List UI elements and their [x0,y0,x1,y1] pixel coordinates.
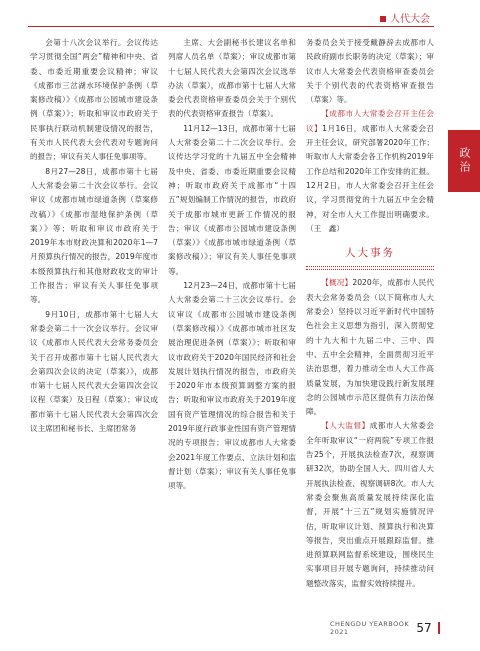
item-text: 2020年，成都市人民代表大会常务委员会（以下简称市人大常委会）坚持以习近平新时代中国特色社会主义思想为指引，深入贯彻党的十九大和十九届二中、三中、四中、五中全会精神，全面贯彻习近平法治思想，着力推动全市人大工作高质量发展，为加快建设践行新发展理念的公园城市示范区提供有力法治保障。 [306,278,434,417]
text-column-2 [168,36,296,606]
side-section-tab [448,130,480,192]
yearbook-name: CHENGDU YEARBOOK 2021 [330,620,410,636]
section-title: 人大事务 [345,247,395,260]
paragraph-overview [306,276,434,419]
paragraph: 会第十八次会议举行。会议传达学习贯彻全国“两会”精神和中央、省委、市委近期重要会议精神；审议《成都市三岔湖水环境保护条例（草案修改稿）》《成都市公园城市建设条例（草案）》；听取和审议市政府关于民事执行联动机制建设情况的报告，有关市人民代表大会代表对专题询问的报告；审议有关人事任免事项等。 [30,38,158,162]
paragraph: 11月12—13日，成都市第十七届人大常委会第二十二次会议举行。会议传达学习党的十九届五中全会精神及中央、省委、市委近期重要会议精神；听取市政府关于成都市“十四五”规划编制工作情况的报告，市政府关于成都市城市更新工作情况的报告；审议《成都市公园城市建设条例（草案）》《成都市城市绿道条例（草案修改稿）》；审议有关人事任免事项等。 [168,123,296,276]
header-section-title: 人代大会 [330,10,430,25]
page-footer [330,620,440,636]
footer-marker [438,622,440,634]
paragraph: 9月10日，成都市第十七届人大常委会第二十一次会议举行。会议审议《成都市人民代表大会常务委员会关于召开成都市第十七届人民代表大会第四次会议的决定（草案）》，成都市第十七届人民代表大会第四次会议议程（草案）及日程（草案）；审议成都市第十七届人民代表大会第四次会议主席团和秘书长、主席团常务 [30,309,158,434]
paragraph: 务委员会关于接受戴静辞去成都市人民政府副市长职务的决定（草案）；审议市人大常委会代表资格审查委员会关于个别代表的代表资格审查报告（草案）等。 [306,38,434,105]
header-rule [28,26,434,27]
side-tab-label: 政治 [458,147,471,175]
paragraph: 8月27—28日，成都市第十七届人大常委会第二十次会议举行。会议审议《成都市城市绿道条例（草案修改稿）》《成都市湿地保护条例（草案）》等；听取和审议市政府关于2019年本市财政决算和2020年1—7月预算执行情况的报告，2019年度市本级预算执行和其他财政收支的审计工作报告；审议有关人事任免事项等。 [30,166,158,305]
paragraph: 12月23—24日，成都市第十七届人大常委会第二十三次会议举行。会议审议《成都市公园城市建设条例（草案修改稿）》《成都市城市社区发展治理促进条例（草案）》；听取和审议市政府关于2020年国民经济和社会发展计划执行情况的报告，市政府关于2020年市本级预算调整方案的报告；听取和审议市政府关于2019年度国有资产管理情况的综合报告和关于2019年度行政事业性国有资产管理情况的专项报告；审议成都市人大常委会2021年度工作要点、立法计划和监督计划（草案）；审议有关人事任免事项等。 [168,281,296,491]
item-text: 1月16日，成都市人大常委会召开主任会议，研究部署2020年工作；听取市人大常委会各工作机构2019年工作总结和2020年工作安排的汇报。12月2日，市人大常委会召开主任会议，学习贯彻党的十九届五中全会精神，对全市人大工作提出明确要求。 [306,123,434,219]
author-sign: （王 鑫） [306,223,344,233]
item-label: 【概况】 [321,278,353,288]
paragraph-supervision [306,419,434,591]
page-number: 57 [416,621,432,635]
item-text: 成都市人大常委会全年听取审议“一府两院”专项工作报告25个，开展执法检查7次，视察调研32次，协助全国人大、四川省人大开展执法检查、视察调研8次。市人大常委会聚焦高质量发展持续深化监督，开展“十三五”规划实施情况评估，听取审议计划、预算执行和决算等报告，突出重点开展跟踪监督。推进预算联网监督系统建设，围绕民生实事项目开展专题询问，持续推动问题整改落实，监督实效持续提升。 [306,421,434,588]
item-label: 【人大监督】 [321,421,370,431]
text-column-1 [30,36,158,606]
section-divider [306,266,434,270]
paragraph-meeting [306,107,434,236]
item-label: 【成都市人大常委会召开主任会议】 [306,109,434,133]
paragraph: 主席、大会副秘书长建议名单和列席人员名单（草案）；审议成都市第十七届人民代表大会第四次会议选举办法（草案），成都市第十七届人大常委会代表资格审查委员会关于个别代表的代表资格审查报告（草案）。 [168,38,296,119]
text-column-3 [306,36,434,606]
